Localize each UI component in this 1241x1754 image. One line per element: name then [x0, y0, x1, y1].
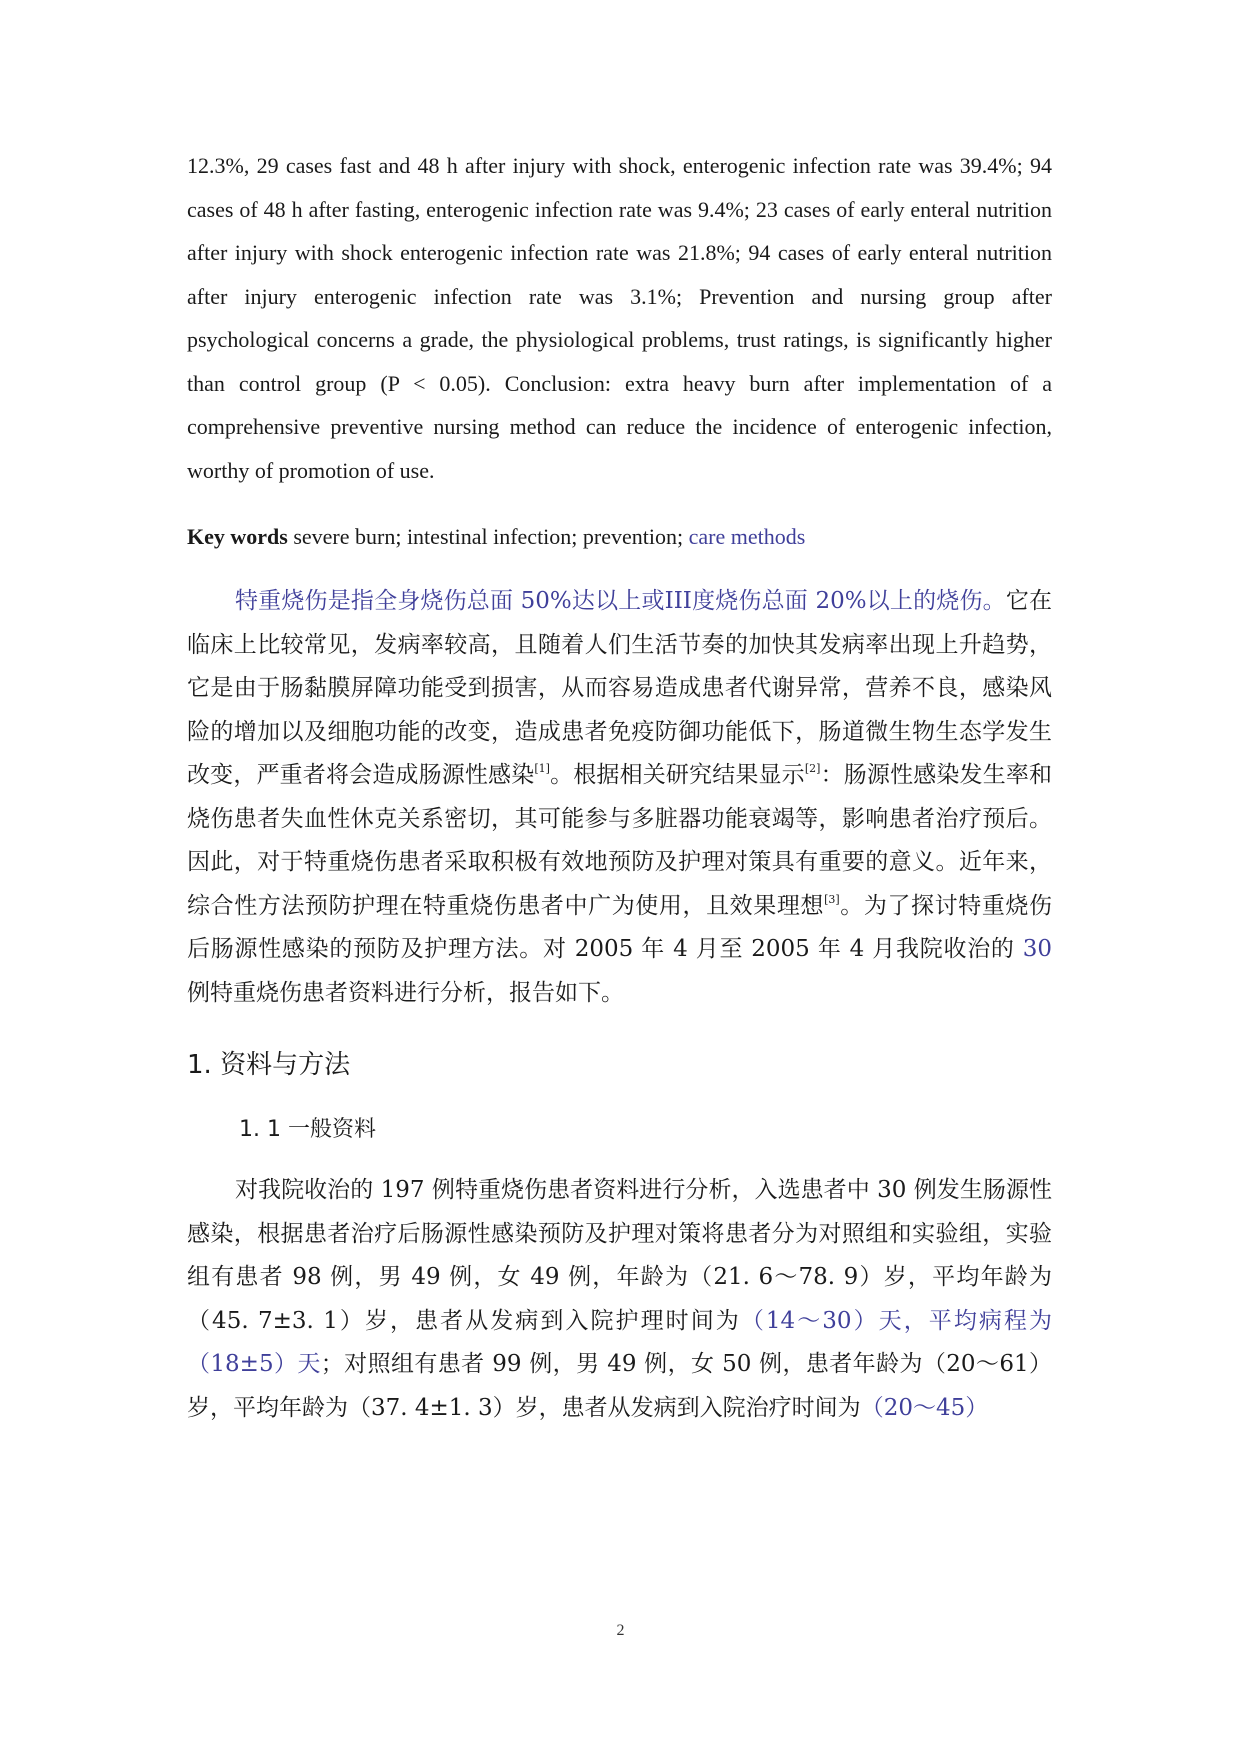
intro-text-4: 。为了探讨特重烧伤后肠源性感染的预防及护理方法。对 2005 年 4 月至 2005 年 4 月我院收治的	[187, 892, 1053, 962]
keywords-label: Key words	[187, 524, 288, 549]
intro-definition: 特重烧伤是指全身烧伤总面 50%达以上或III度烧伤总面 20%以上的烧伤。	[235, 588, 1006, 614]
intro-text-2: 。根据相关研究结果显示	[549, 762, 805, 788]
intro-paragraph	[187, 580, 1052, 1015]
citation-1: [1]	[534, 762, 550, 775]
intro-text-5: 例特重烧伤患者资料进行分析，报告如下。	[187, 979, 624, 1006]
page-number: 2	[616, 1622, 625, 1639]
keywords-text: severe burn; intestinal infection; prevention;	[287, 524, 689, 549]
general-text-1: 对我院收治的 197 例特重烧伤患者资料进行分析，入选患者中 30 例发生肠源性感染，根据患者治疗后肠源性感染预防及护理对策将患者分为对照组和实验组，实验组有患者 98 例，男 49 例，女 49 例，年龄为（21. 6～78. 9）岁，平均年龄为（45. 7±3. 1）岁，患者从发病到入院护理时间为	[187, 1177, 1052, 1334]
general-data-paragraph	[187, 1169, 1052, 1430]
citation-2: [2]	[804, 762, 821, 775]
section-heading: 1. 资料与方法	[187, 1050, 351, 1080]
general-text-2: ；对照组有患者 99 例，男 49 例，女 50 例，患者年龄为（20～61）岁，平均年龄为（37. 4±1. 3）岁，患者从发病到入院治疗时间为	[187, 1351, 1053, 1421]
keywords-line	[187, 520, 1052, 554]
intro-case-count: 30	[1022, 936, 1052, 962]
page-content	[187, 144, 1052, 1430]
general-duration-highlight-2: （20～45）	[860, 1394, 989, 1421]
subsection-heading: 1. 1 一般资料	[239, 1117, 376, 1142]
general-duration-highlight: （14～30）天，平均病程为（18±5）天	[187, 1307, 1052, 1377]
keywords-highlight: care methods	[688, 524, 806, 549]
citation-3: [3]	[824, 892, 840, 906]
intro-text-1: 它在临床上比较常见，发病率较高，且随着人们生活节奏的加快其发病率出现上升趋势，它是由于肠黏膜屏障功能受到损害，从而容易造成患者代谢异常，营养不良，感染风险的增加以及细胞功能的改变，造成患者免疫防御功能低下，肠道微生物生态学发生改变，严重者将会造成肠源性感染	[187, 588, 1053, 788]
abstract-continuation: 12.3%, 29 cases fast and 48 h after injury with shock, enterogenic infection rate was 39.4%; 94 cases of 48 h after fasting, enterogenic infection rate was 9.4%; 23 cases of early enteral nutrition after injury with shock enterogenic infection rate was 21.8%; 94 cases of early enteral nutrition after injury enterogenic infection rate was 3.1%; Prevention and nursing group after psychological concerns a grade, the physiological problems, trust ratings, is significantly higher than control group (P < 0.05). Conclusion: extra heavy burn after implementation of a comprehensive preventive nursing method can reduce the incidence of enterogenic infection, worthy of promotion of use.	[187, 153, 1052, 483]
intro-text-3: ：肠源性感染发生率和烧伤患者失血性休克关系密切，其可能参与多脏器功能衰竭等，影响患者治疗预后。因此，对于特重烧伤患者采取积极有效地预防及护理对策具有重要的意义。近年来，综合性方法预防护理在特重烧伤患者中广为使用，且效果理想	[187, 762, 1053, 919]
